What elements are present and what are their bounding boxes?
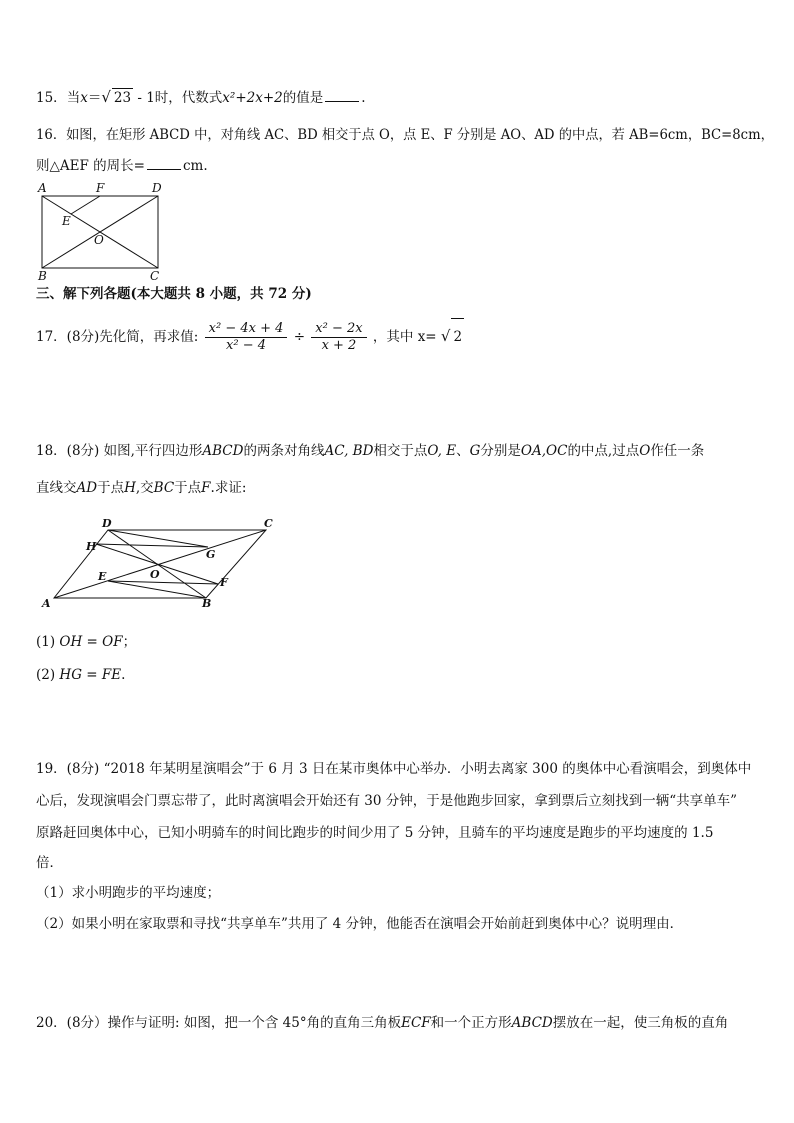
sqrt-sign: √ [101,88,111,106]
sqrt-sign: √ [440,327,451,345]
q19-line-3: 原路赶回奥体中心，已知小明骑车的时间比跑步的时间少用了 5 分钟，且骑车的平均速度是跑步的平均速度的 1.5 [36,825,714,841]
q16-rectangle-figure [30,178,180,284]
label-f: F [96,181,105,195]
q15-sqrt-arg: 23 [113,90,132,106]
q19-line-4: 倍． [36,855,63,871]
q17-fraction-2: $\frac{\text{x² − 2x}}{x + 2}$ [311,321,366,354]
section-3-heading: 三、解下列各题(本大题共 8 小题，共 72 分) [36,286,312,302]
answer-blank [147,169,181,170]
segment-ef [71,196,100,214]
q16-line-1: 16．如图，在矩形 ABCD 中，对角线 AC、BD 相交于点 O，点 E、F 分别是 AO、AD 的中点，若 AB=6cm，BC=8cm， [36,127,774,143]
label-c: C [150,269,160,283]
q19-part-1: （1）求小明跑步的平均速度； [36,885,221,901]
label-a: A [38,181,47,195]
label-d: D [152,181,162,195]
q19-part-2: （2）如果小明在家取票和寻找“共享单车”共用了 4 分钟，他能否在演唱会开始前赶到奥体中心？说明理由． [36,916,684,932]
label-c: C [264,517,273,530]
q18-part-1: (1) OH = OF； [36,634,137,650]
label-o: O [150,568,160,581]
q20-line-1: 20．(8分）操作与证明: 如图，把一个含 45°角的直角三角板ECF和一个正方形ABCD摆放在一起，使三角板的直角 [36,1015,729,1031]
q19-line-2: 心后，发现演唱会门票忘带了，此时离演唱会开始还有 30 分钟，于是他跑步回家，拿到票后立刻找到一辆“共享单车” [36,793,738,809]
q17-fraction-1: $\frac{\text{x² − 4x + 4}}{\text{x² − 4}}$ [205,321,288,354]
label-h: H [86,540,97,553]
q19-line-1: 19．(8分) “2018 年某明星演唱会”于 6 月 3 日在某市奥体中心举办．小明去离家 300 的奥体中心看演唱会，到奥体中 [36,761,752,777]
label-o: O [94,233,104,247]
q15-text: 15．当x＝√ 23 - 1时，代数式x²+2x+2的值是 . [36,88,366,106]
label-f: F [220,576,228,589]
label-d: D [102,517,112,530]
label-e: E [98,570,107,583]
answer-blank [325,101,359,102]
q18-parallelogram-figure [30,506,280,610]
q17-text: 17．(8分)先化简，再求值: $\frac{\text{x² − 4x + 4}}{\text{x² − 4}}$ ÷ $\frac{\text{x² − 2x}}{x + 2}$ ，其中 x= √ 2 [36,318,464,355]
label-a: A [42,597,51,610]
q18-part-2: (2) HG = FE. [36,667,126,683]
label-g: G [206,548,216,561]
q15-expression: x²+2x+2 [222,90,283,106]
q18-line-1: 18．(8分) 如图,平行四边形ABCD的两条对角线AC, BD相交于点O, E、G分别是OA,OC的中点,过点O作任一条 [36,443,705,459]
q16-line-2: 则△AEF 的周长= cm. [36,158,208,174]
label-b: B [202,597,212,610]
q18-line-2: 直线交AD于点H,交BC于点F.求证: [36,480,247,496]
label-b: B [38,269,47,283]
label-e: E [62,214,71,228]
